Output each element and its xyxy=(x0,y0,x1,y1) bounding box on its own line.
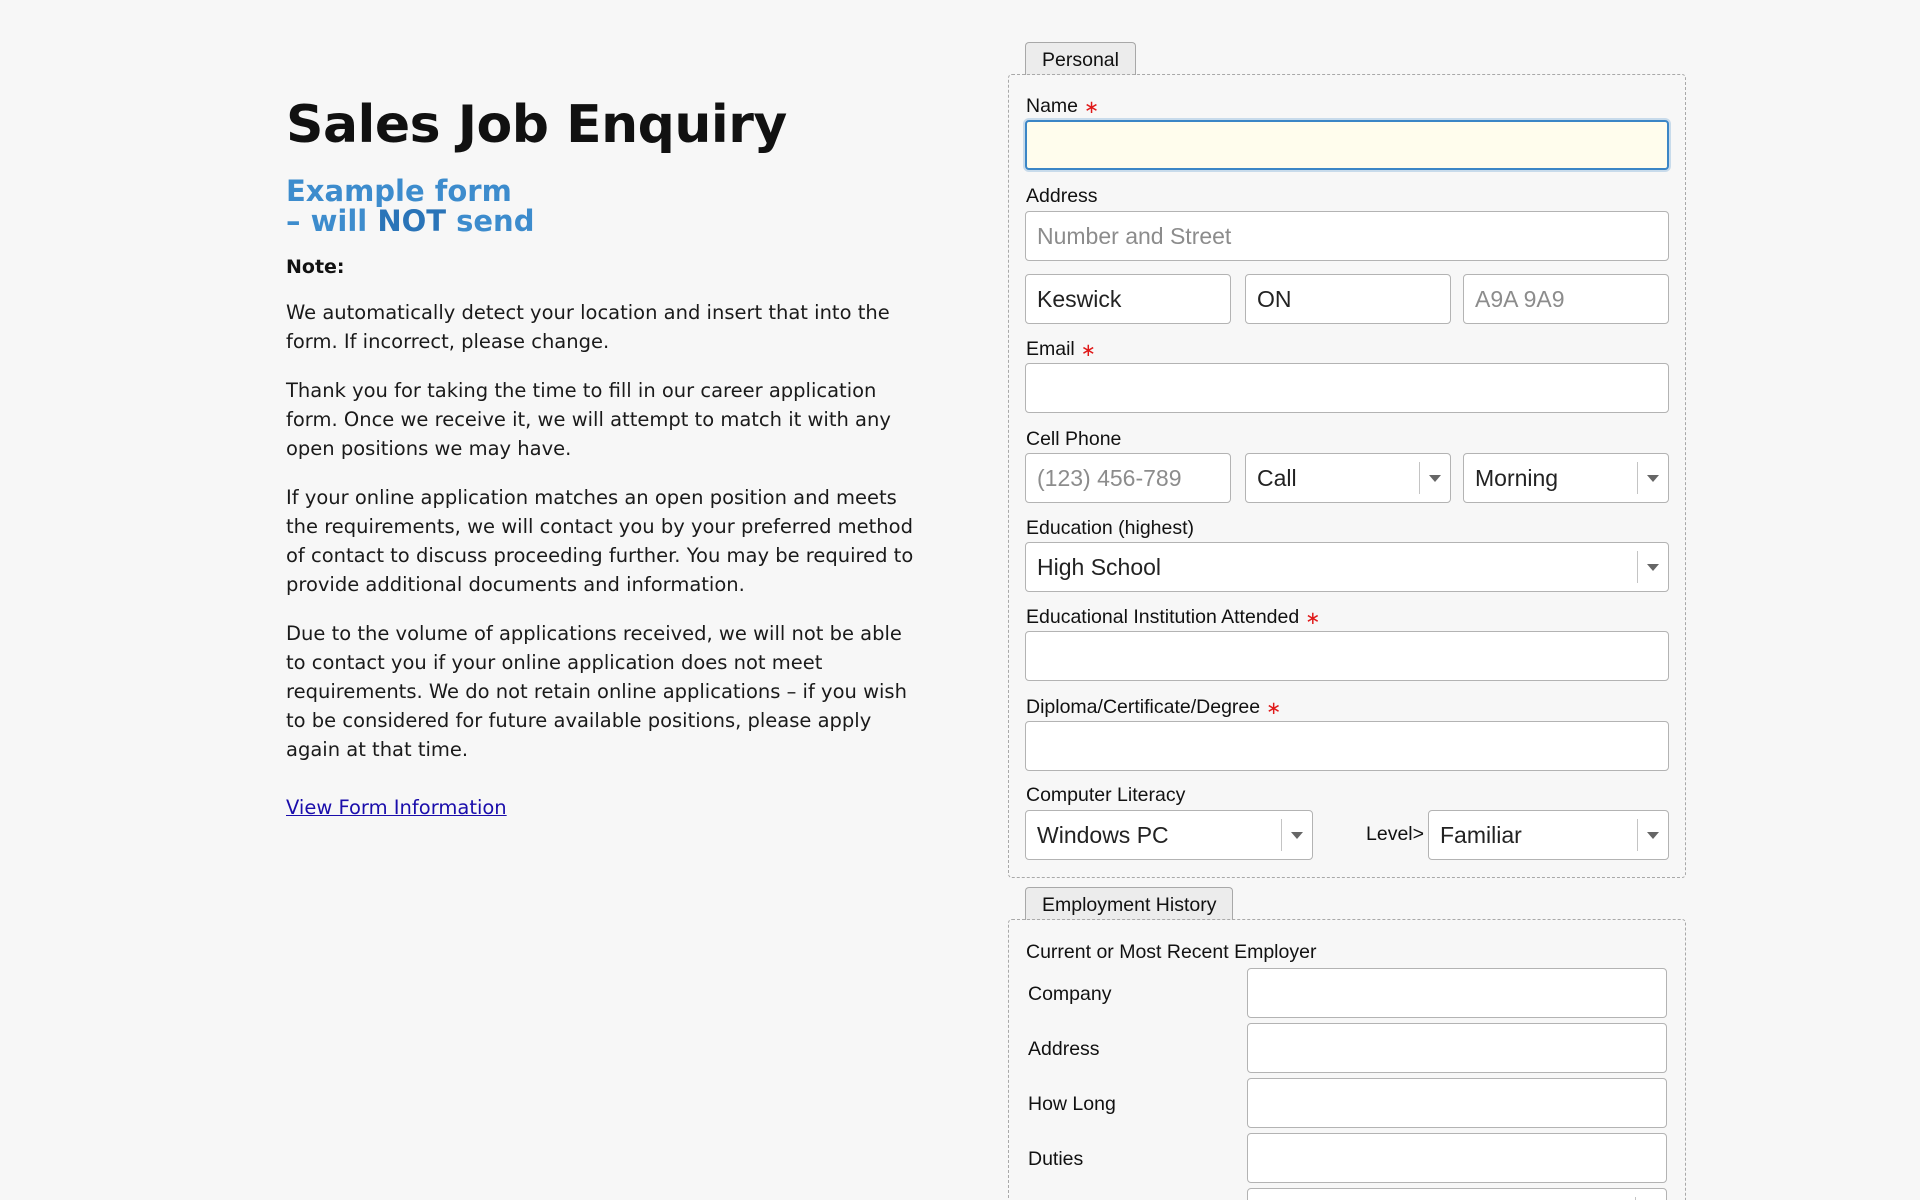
city-input[interactable] xyxy=(1025,274,1231,324)
chevron-down-icon xyxy=(1647,832,1659,839)
page-subtitle xyxy=(286,176,916,236)
subtitle-line-1: Example form xyxy=(286,174,512,208)
tab-personal[interactable]: Personal xyxy=(1025,42,1136,75)
required-marker: ∗ xyxy=(1084,97,1100,117)
subtitle-line-2 xyxy=(286,206,916,236)
institution-input[interactable] xyxy=(1025,631,1669,681)
email-label xyxy=(1026,338,1096,361)
diploma-input[interactable] xyxy=(1025,721,1669,771)
employer-address-input[interactable] xyxy=(1247,1023,1667,1073)
email-label-text: Email xyxy=(1026,338,1075,360)
select-divider xyxy=(1637,462,1638,494)
computer-literacy-label: Computer Literacy xyxy=(1026,784,1186,806)
computer-level-select[interactable] xyxy=(1428,810,1669,860)
duties-input[interactable] xyxy=(1247,1133,1667,1183)
intro-section xyxy=(286,90,916,819)
select-divider xyxy=(1419,462,1420,494)
tab-employment-history[interactable]: Employment History xyxy=(1025,887,1233,920)
duties-label: Duties xyxy=(1028,1148,1084,1170)
name-input[interactable] xyxy=(1025,120,1669,170)
education-value: High School xyxy=(1037,554,1162,580)
education-label: Education (highest) xyxy=(1026,517,1195,539)
select-divider xyxy=(1637,819,1638,851)
intro-paragraph-contact: If your online application matches an open position and meets the requirements, we will contact you by your preferred method of contact to discuss proceeding further. You may be required to provide additional documents and information. xyxy=(286,486,914,596)
page-title: Sales Job Enquiry xyxy=(286,95,787,155)
institution-label-text: Educational Institution Attended xyxy=(1026,606,1300,628)
employer-section-label: Current or Most Recent Employer xyxy=(1026,941,1317,963)
education-select[interactable] xyxy=(1025,542,1669,592)
name-label-text: Name xyxy=(1026,95,1079,117)
computer-platform-select[interactable] xyxy=(1025,810,1313,860)
select-divider xyxy=(1281,819,1282,851)
cell-phone-input[interactable] xyxy=(1025,453,1231,503)
chevron-down-icon xyxy=(1647,564,1659,571)
employer-address-label: Address xyxy=(1028,1038,1100,1060)
cell-phone-label: Cell Phone xyxy=(1026,428,1122,450)
company-input[interactable] xyxy=(1247,968,1667,1018)
subtitle-suffix: send xyxy=(446,204,535,238)
chevron-down-icon xyxy=(1291,832,1303,839)
postal-code-input[interactable] xyxy=(1463,274,1669,324)
chevron-down-icon xyxy=(1647,475,1659,482)
diploma-label-text: Diploma/Certificate/Degree xyxy=(1026,696,1261,718)
how-long-input[interactable] xyxy=(1247,1078,1667,1128)
contact-time-value: Morning xyxy=(1475,465,1559,491)
address-label: Address xyxy=(1026,185,1098,207)
required-marker: ∗ xyxy=(1080,340,1096,360)
company-label: Company xyxy=(1028,983,1112,1005)
subtitle-prefix: – will xyxy=(286,204,378,238)
required-marker: ∗ xyxy=(1305,608,1321,628)
contact-time-select[interactable] xyxy=(1463,453,1669,503)
select-divider xyxy=(1637,551,1638,583)
name-label xyxy=(1026,95,1099,118)
intro-paragraph-location: We automatically detect your location and insert that into the form. If incorrect, please change. xyxy=(286,301,890,353)
computer-level-value: Familiar xyxy=(1440,822,1522,848)
required-marker: ∗ xyxy=(1266,698,1282,718)
contact-method-value: Call xyxy=(1257,465,1297,491)
note-label: Note: xyxy=(286,256,345,278)
chevron-down-icon xyxy=(1429,475,1441,482)
province-input[interactable] xyxy=(1245,274,1451,324)
employment-next-select[interactable] xyxy=(1247,1188,1667,1200)
email-input[interactable] xyxy=(1025,363,1669,413)
diploma-label xyxy=(1026,696,1281,719)
subtitle-emphasis: NOT xyxy=(377,204,447,238)
level-label: Level> xyxy=(1366,823,1425,845)
view-form-information-link[interactable]: View Form Information xyxy=(286,796,507,819)
contact-method-select[interactable] xyxy=(1245,453,1451,503)
intro-paragraph-volume: Due to the volume of applications received, we will not be able to contact you if your online application does not meet requirements. We do not retain online applications – if you wish to be considered for future available positions, please apply again at that time. xyxy=(286,622,907,761)
computer-platform-value: Windows PC xyxy=(1037,822,1169,848)
intro-paragraph-thanks: Thank you for taking the time to fill in our career application form. Once we receive it, we will attempt to match it with any open positions we may have. xyxy=(286,379,891,460)
institution-label xyxy=(1026,606,1320,629)
street-address-input[interactable] xyxy=(1025,211,1669,261)
how-long-label: How Long xyxy=(1028,1093,1116,1115)
